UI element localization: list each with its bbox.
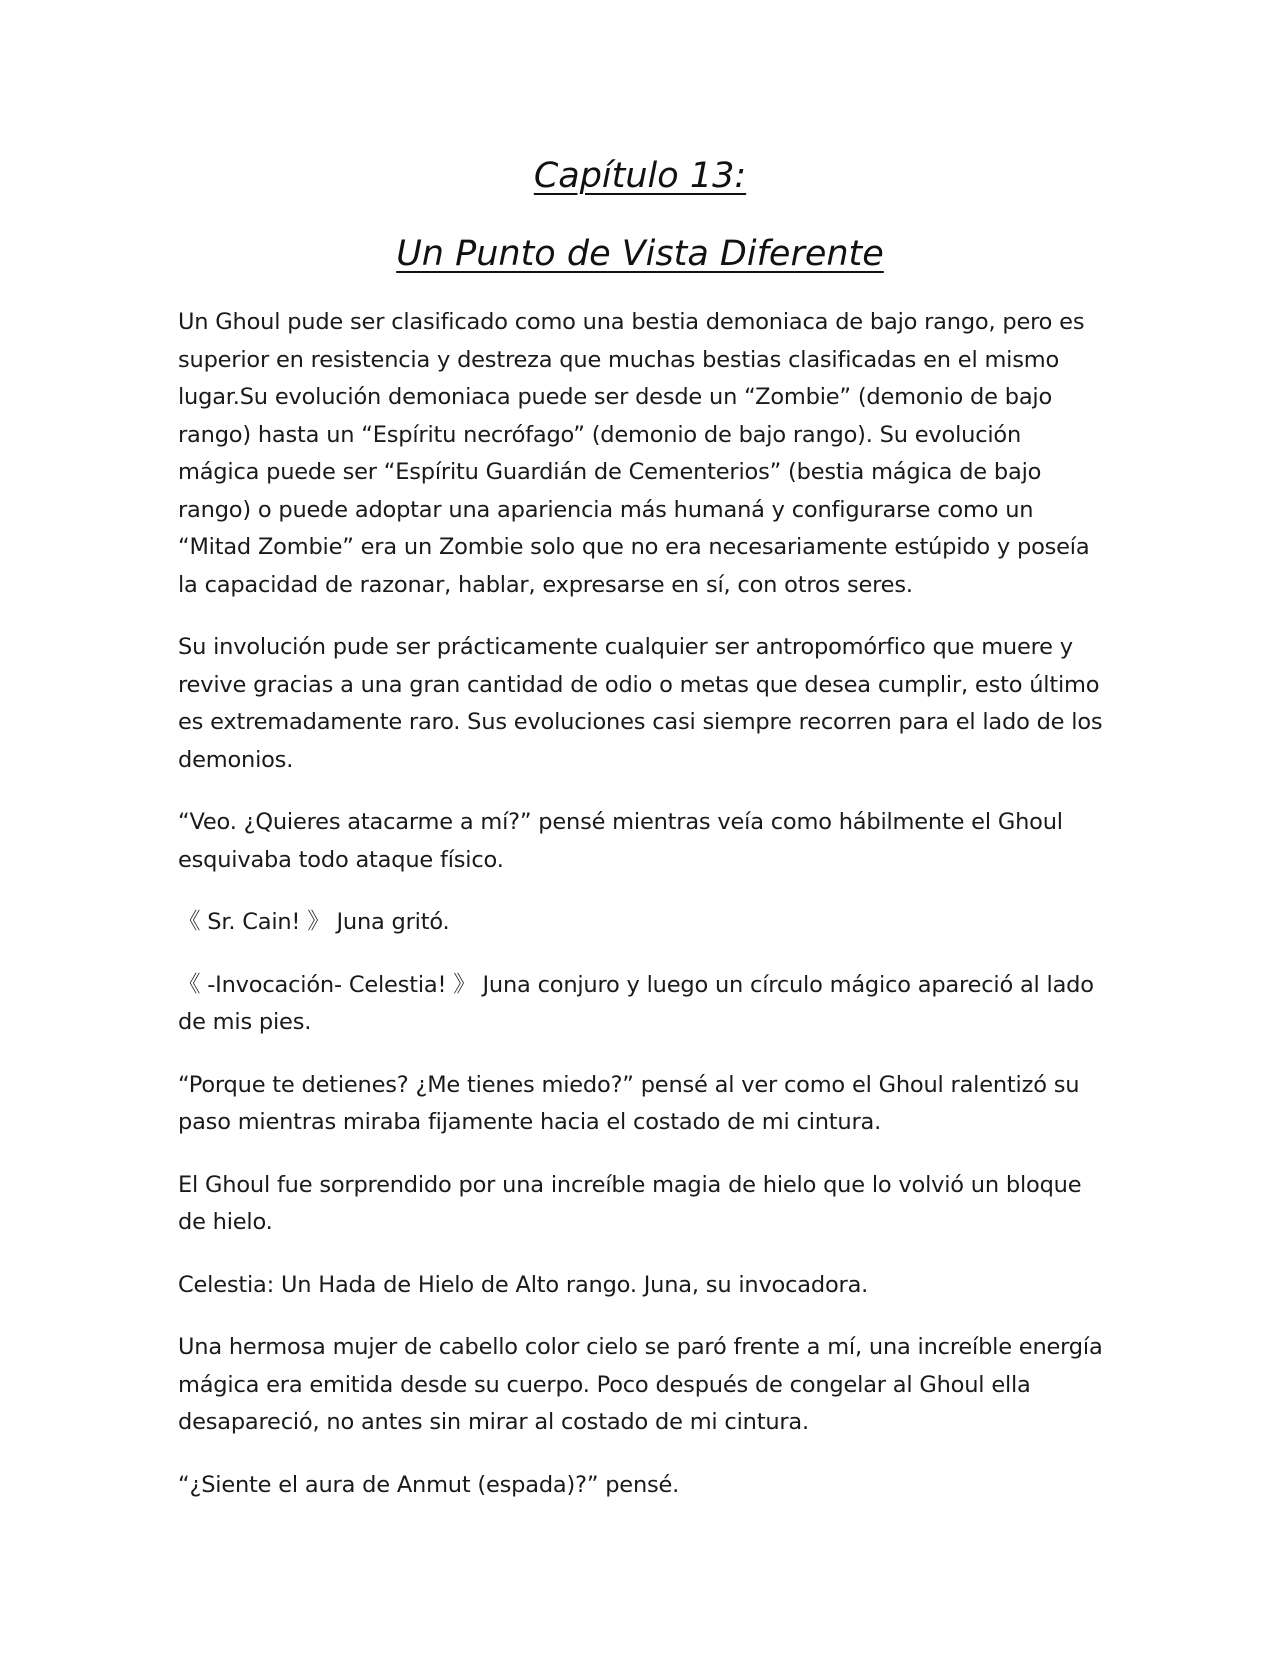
- paragraph: “Veo. ¿Quieres atacarme a mí?” pensé mientras veía como hábilmente el Ghoul esquivaba todo ataque físico.: [178, 809, 1063, 873]
- paragraph: Un Ghoul pude ser clasificado como una bestia demoniaca de bajo rango, pero es superior en resistencia y destreza que muchas bestias clasificadas en el mismo lugar.Su evolución demoniaca puede ser desde un “Zombie” (demonio de bajo rango) hasta un “Espíritu necrófago” (demonio de bajo rango). Su evolución mágica puede ser “Espíritu Guardián de Cementerios” (bestia mágica de bajo rango) o puede adoptar una apariencia más humaná y configurarse como un “Mitad Zombie” era un Zombie solo que no era necesariamente estúpido y poseía la capacidad de razonar, hablar, expresarse en sí, con otros seres.: [178, 309, 1090, 598]
- chapter-heading: Capítulo 13:: [533, 156, 747, 196]
- paragraph: Su involución pude ser prácticamente cualquier ser antropomórfico que muere y revive gracias a una gran cantidad de odio o metas que desea cumplir, esto último es extremadamente raro. Sus evoluciones casi siempre recorren para el lado de los demonios.: [178, 634, 1103, 773]
- paragraph: 《 Sr. Cain! 》 Juna gritó.: [178, 909, 450, 935]
- paragraph: 《 -Invocación- Celestia! 》 Juna conjuro y luego un círculo mágico apareció al lado de mis pies.: [178, 971, 1094, 1035]
- chapter-title: Un Punto de Vista Diferente: [396, 234, 884, 274]
- chapter-body: [178, 304, 1108, 1529]
- paragraph: “Porque te detienes? ¿Me tienes miedo?” pensé al ver como el Ghoul ralentizó su paso mientras miraba fijamente hacia el costado de mi cintura.: [178, 1071, 1080, 1135]
- paragraph: “¿Siente el aura de Anmut (espada)?” pensé.: [178, 1471, 680, 1498]
- paragraph: Una hermosa mujer de cabello color cielo se paró frente a mí, una increíble energía mágica era emitida desde su cuerpo. Poco después de congelar al Ghoul ella desapareció, no antes sin mirar al costado de mi cintura.: [178, 1334, 1103, 1435]
- paragraph: El Ghoul fue sorprendido por una increíble magia de hielo que lo volvió un bloque de hielo.: [178, 1171, 1082, 1235]
- paragraph: Celestia: Un Hada de Hielo de Alto rango. Juna, su invocadora.: [178, 1271, 869, 1298]
